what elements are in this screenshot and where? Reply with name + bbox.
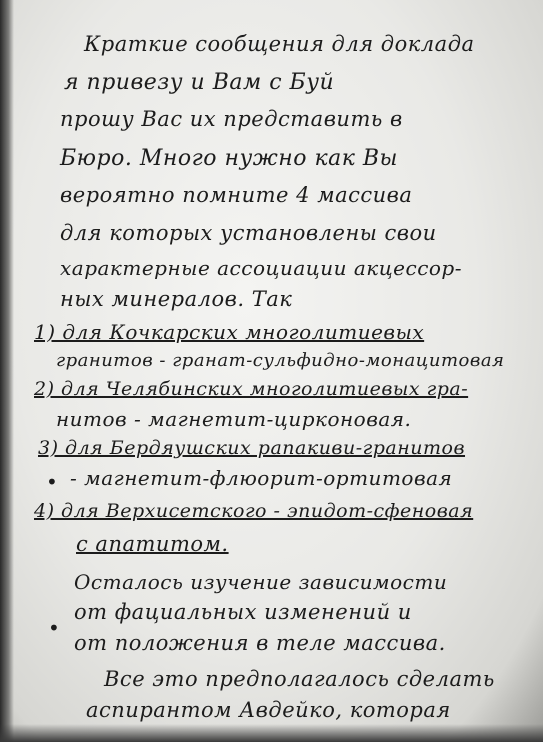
list-item-1: 1) для Кочкарских многолитиевых (34, 320, 425, 344)
manuscript-line: для которых установлены свои (60, 221, 437, 245)
list-item-3: 3) для Бердяушских рапакиви-гранитов (38, 437, 466, 459)
manuscript-line: нитов - магнетит-цирконовая. (56, 407, 412, 431)
manuscript-line: Осталось изучение зависимости (74, 570, 448, 594)
manuscript-line: от фациальных изменений и (74, 600, 412, 624)
manuscript-line: аспирантом Авдейко, которая (86, 698, 451, 722)
manuscript-line: от положения в теле массива. (74, 631, 446, 655)
list-item-2: 2) для Челябинских многолитиевых гра- (34, 378, 469, 400)
manuscript-line: я привезу и Вам с Буй (64, 70, 335, 95)
photo-edge-shadow (0, 0, 14, 742)
manuscript-line: - магнетит-флюорит-ортитовая (70, 466, 453, 490)
manuscript-line: Все это предполагалось сделать (104, 667, 495, 691)
photo-edge-shadow (0, 724, 543, 742)
manuscript-line: характерные ассоциации акцессор- (60, 256, 462, 280)
manuscript-line: Краткие сообщения для доклада (84, 32, 475, 56)
manuscript-line: вероятно помните 4 массива (60, 183, 413, 207)
list-item-4: 4) для Верхисетского - эпидот-сфеновая (34, 500, 474, 522)
manuscript-line: с апатитом. (76, 532, 229, 556)
bullet-mark: • (48, 616, 60, 640)
manuscript-line: Бюро. Много нужно как Вы (60, 146, 398, 171)
bullet-mark: • (46, 470, 58, 494)
manuscript-line: ных минералов. Так (60, 287, 293, 311)
manuscript-line: прошу Вас их представить в (60, 107, 403, 131)
manuscript-line: гранитов - гранат-сульфидно-монацитовая (56, 350, 505, 371)
